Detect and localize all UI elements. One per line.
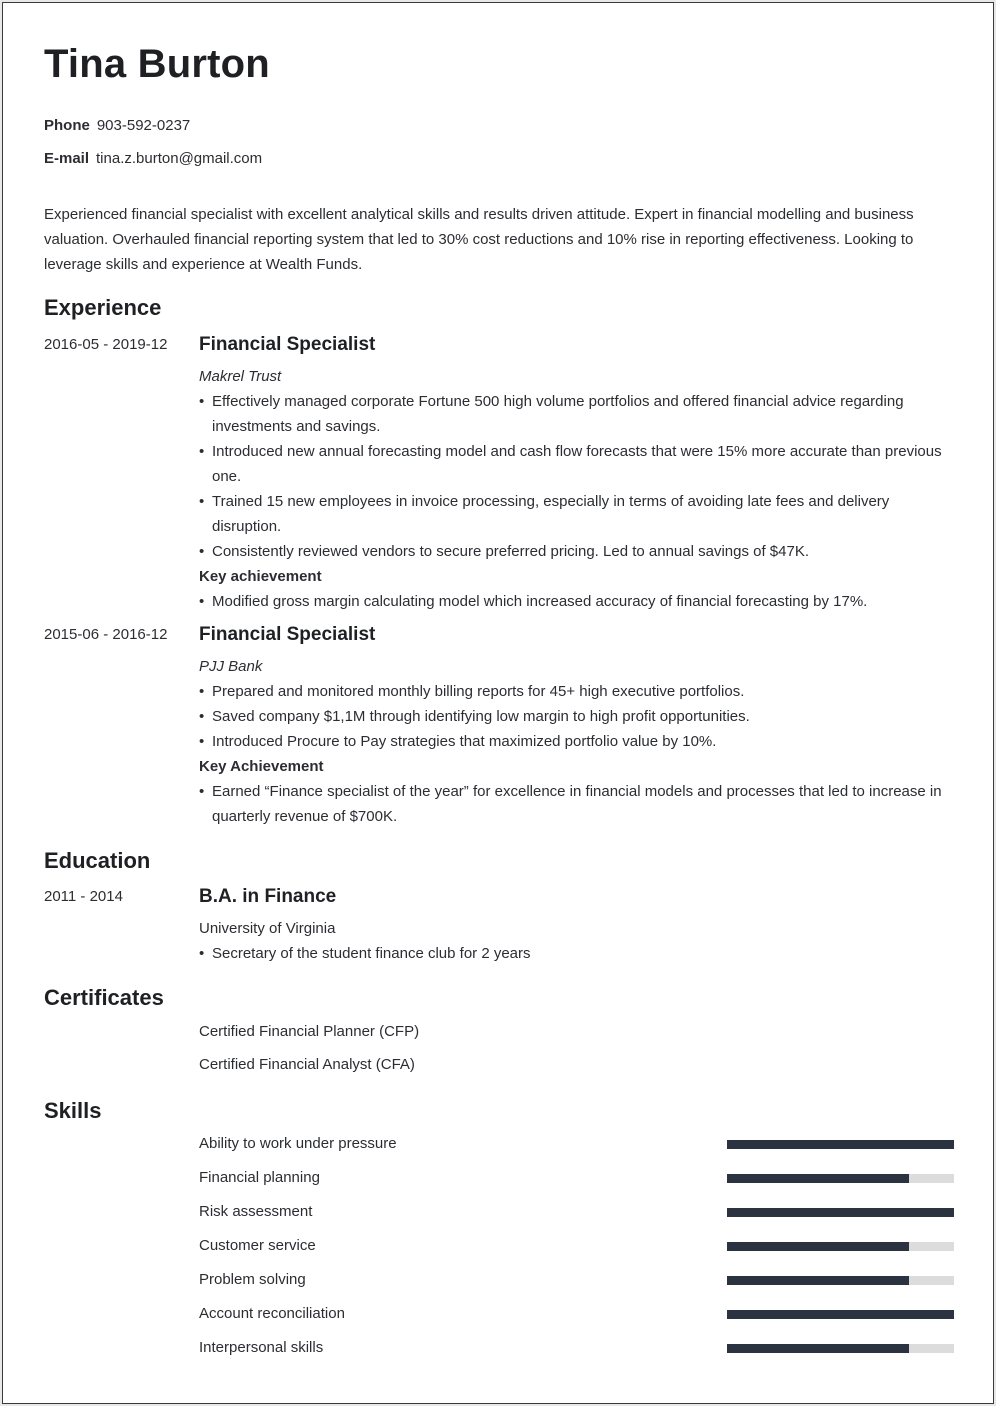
- experience-dates: 2015-06 - 2016-12: [44, 626, 168, 643]
- skill-level-fill: [727, 1344, 909, 1353]
- skill-level-fill: [727, 1242, 909, 1251]
- skill-row: [199, 1338, 954, 1358]
- list-item: • Effectively managed corporate Fortune 500 high volume portfolios and offered financial advice regarding investments and savings.: [199, 389, 954, 439]
- candidate-name: Tina Burton: [44, 42, 270, 86]
- professional-summary: Experienced financial specialist with excellent analytical skills and results driven attitude. Expert in financial modelling and business valuation. Overhauled financial reporting system that led to 30% cost reductions and 10% rise in reporting effectiveness. Looking to leverage skills and experience at Wealth Funds.: [44, 206, 914, 273]
- resume-page: [2, 2, 994, 1404]
- responsibilities-list: [199, 389, 954, 564]
- certificate-item: Certified Financial Analyst (CFA): [199, 1056, 415, 1073]
- job-title: Financial Specialist: [199, 334, 376, 355]
- skill-name: Ability to work under pressure: [199, 1135, 397, 1152]
- skill-row: [199, 1270, 954, 1290]
- experience-dates: 2016-05 - 2019-12: [44, 336, 168, 353]
- skill-level-bar: [727, 1344, 954, 1353]
- achievements-list: [199, 779, 954, 829]
- responsibilities-list: [199, 679, 954, 754]
- section-title-certificates: Certificates: [44, 985, 164, 1010]
- skill-name: Financial planning: [199, 1169, 320, 1186]
- skill-level-bar: [727, 1140, 954, 1149]
- phone-label: Phone: [44, 117, 90, 134]
- phone-value: 903-592-0237: [96, 117, 191, 134]
- list-item: • Introduced Procure to Pay strategies that maximized portfolio value by 10%.: [199, 729, 954, 754]
- education-body: [199, 887, 954, 966]
- skill-row: [199, 1236, 954, 1256]
- skill-row: [199, 1202, 954, 1222]
- skill-level-fill: [727, 1208, 954, 1217]
- skill-level-bar: [727, 1276, 954, 1285]
- list-item: • Prepared and monitored monthly billing reports for 45+ high executive portfolios.: [199, 679, 954, 704]
- skill-level-fill: [727, 1140, 954, 1149]
- email-label: E-mail: [44, 150, 90, 167]
- section-title-education: Education: [44, 848, 151, 873]
- section-title-skills: Skills: [44, 1098, 102, 1123]
- list-item: • Introduced new annual forecasting model and cash flow forecasts that were 15% more accurate than previous one.: [199, 439, 954, 489]
- list-item: • Saved company $1,1M through identifying low margin to high profit opportunities.: [199, 704, 954, 729]
- skill-row: [199, 1304, 954, 1324]
- school-name: University of Virginia: [199, 920, 336, 937]
- degree-title: B.A. in Finance: [199, 886, 337, 907]
- experience-body: [199, 625, 954, 829]
- company-name: Makrel Trust: [199, 368, 282, 385]
- skill-name: Account reconciliation: [199, 1305, 345, 1322]
- email-value: tina.z.burton@gmail.com: [96, 150, 263, 167]
- contact-email: [44, 150, 262, 167]
- list-item: • Trained 15 new employees in invoice processing, especially in terms of avoiding late fees and delivery disruption.: [199, 489, 954, 539]
- list-item: • Earned “Finance specialist of the year” for excellence in financial models and processes that led to increase in quarterly revenue of $700K.: [199, 779, 954, 829]
- skill-level-bar: [727, 1310, 954, 1319]
- skill-level-bar: [727, 1174, 954, 1183]
- skill-level-bar: [727, 1208, 954, 1217]
- skill-level-fill: [727, 1276, 909, 1285]
- key-achievement-label: Key achievement: [199, 568, 322, 585]
- job-title: Financial Specialist: [199, 624, 376, 645]
- education-dates: 2011 - 2014: [44, 888, 123, 905]
- achievements-list: [199, 589, 954, 614]
- company-name: PJJ Bank: [199, 658, 263, 675]
- education-details-list: [199, 941, 954, 966]
- list-item: • Secretary of the student finance club for 2 years: [199, 941, 954, 966]
- skill-name: Risk assessment: [199, 1203, 313, 1220]
- list-item: • Consistently reviewed vendors to secure preferred pricing. Led to annual savings of $47K.: [199, 539, 954, 564]
- key-achievement-label: Key Achievement: [199, 758, 324, 775]
- skill-name: Interpersonal skills: [199, 1339, 324, 1356]
- list-item: • Modified gross margin calculating model which increased accuracy of financial forecasting by 17%.: [199, 589, 954, 614]
- section-title-experience: Experience: [44, 295, 162, 320]
- experience-body: [199, 335, 954, 614]
- skill-level-fill: [727, 1174, 909, 1183]
- contact-phone: [44, 117, 190, 134]
- skill-row: [199, 1134, 954, 1154]
- skill-row: [199, 1168, 954, 1188]
- skill-name: Problem solving: [199, 1271, 306, 1288]
- skill-level-fill: [727, 1310, 954, 1319]
- skill-name: Customer service: [199, 1237, 316, 1254]
- certificate-item: Certified Financial Planner (CFP): [199, 1023, 420, 1040]
- skill-level-bar: [727, 1242, 954, 1251]
